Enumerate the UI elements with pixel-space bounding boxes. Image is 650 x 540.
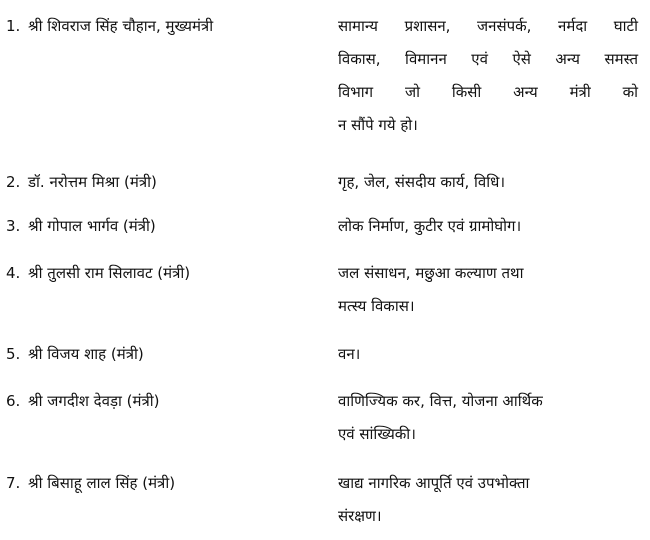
department-list	[338, 257, 638, 323]
department-list	[338, 210, 638, 243]
department-list	[338, 338, 638, 371]
entry-number: 4.	[6, 264, 21, 282]
department-line: विभाग जो किसी अन्य मंत्री को	[338, 83, 638, 101]
entry-number: 3.	[6, 217, 21, 235]
department-line: जल संसाधन, मछुआ कल्याण तथा	[338, 264, 524, 282]
department-list	[338, 10, 638, 142]
department-line: लोक निर्माण, कुटीर एवं ग्रामोघोग।	[338, 217, 522, 235]
department-line: वाणिज्यिक कर, वित्त, योजना आर्थिक	[338, 392, 543, 410]
department-list	[338, 166, 638, 199]
minister-name: श्री शिवराज सिंह चौहान, मुख्यमंत्री	[28, 17, 214, 35]
department-line: गृह, जेल, संसदीय कार्य, विधि।	[338, 173, 506, 191]
department-list	[338, 385, 638, 451]
department-line: मत्स्य विकास।	[338, 297, 415, 315]
entry-number: 1.	[6, 17, 21, 35]
department-line: विकास, विमानन एवं ऐसे अन्य समस्त	[338, 50, 638, 68]
minister-name: श्री गोपाल भार्गव (मंत्री)	[28, 217, 156, 235]
minister-name: श्री बिसाहू लाल सिंह (मंत्री)	[28, 474, 176, 492]
minister-name: श्री जगदीश देवड़ा (मंत्री)	[28, 392, 160, 410]
department-line: वन।	[338, 345, 361, 363]
entry-number: 7.	[6, 474, 21, 492]
department-line: संरक्षण।	[338, 507, 382, 525]
entry-number: 6.	[6, 392, 21, 410]
entry-number: 5.	[6, 345, 21, 363]
minister-name: श्री विजय शाह (मंत्री)	[28, 345, 144, 363]
entry-number: 2.	[6, 173, 21, 191]
department-line: न सौंपे गये हो।	[338, 116, 418, 134]
department-list	[338, 467, 638, 533]
minister-name: श्री तुलसी राम सिलावट (मंत्री)	[28, 264, 191, 282]
department-line: एवं सांख्यिकी।	[338, 425, 416, 443]
department-line: खाद्य नागरिक आपूर्ति एवं उपभोक्ता	[338, 474, 530, 492]
department-line: सामान्य प्रशासन, जनसंपर्क, नर्मदा घाटी	[338, 17, 638, 35]
minister-name: डॉ. नरोत्तम मिश्रा (मंत्री)	[28, 173, 157, 191]
